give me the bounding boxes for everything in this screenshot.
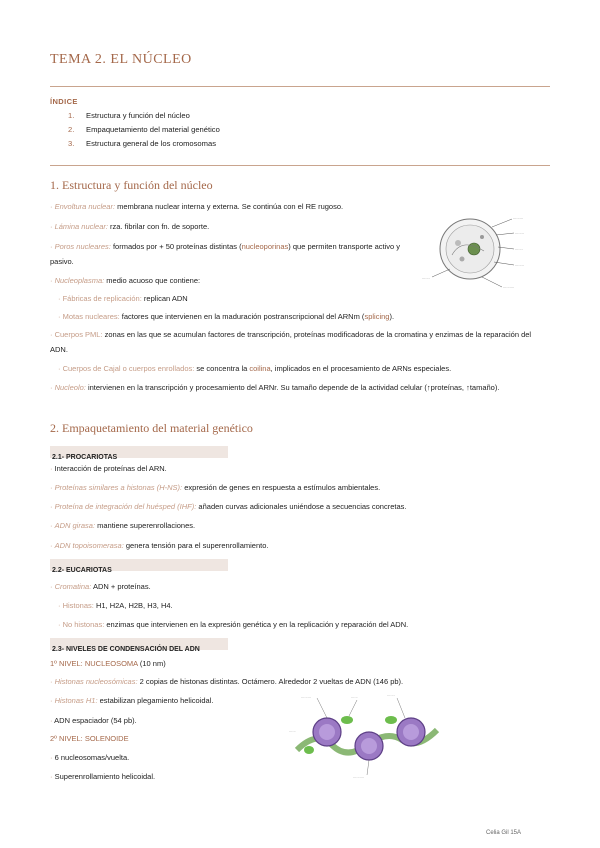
paragraph: · ADN espaciador (54 pb). [50, 716, 137, 725]
subsection-bar: 2.3- NIVELES DE CONDENSACIÓN DEL ADN [50, 638, 228, 650]
paragraph: · Lámina nuclear: rza. fibrilar con fn. de soporte. [50, 222, 210, 231]
index-heading: ÍNDICE [50, 97, 78, 106]
paragraph: · Nucleoplasma: medio acuoso que contiene: [50, 276, 201, 285]
paragraph: · Histonas: H1, H2A, H2B, H3, H4. [58, 601, 173, 610]
paragraph: · Interacción de proteínas del ARN. [50, 464, 167, 473]
svg-text:.........: ......... [301, 694, 312, 699]
svg-text:......: ...... [351, 694, 358, 699]
index-item[interactable]: 2. Empaquetamiento del material genético [68, 125, 220, 134]
nucleosome-diagram [287, 690, 447, 780]
svg-text:..........: .......... [353, 774, 365, 779]
index-item[interactable]: 3. Estructura general de los cromosomas [68, 139, 216, 148]
paragraph: · Proteína de integración del huésped (IHF): añaden curvas adicionales uniéndose a secuencias concretas. [50, 502, 407, 511]
paragraph: · ADN girasa: mantiene superenrollaciones. [50, 521, 196, 530]
nucleus-diagram [422, 207, 552, 297]
svg-text:........: ........ [515, 230, 524, 235]
paragraph: · Proteínas similares a histonas (H-NS): expresión de genes en respuesta a estímulos ambientales. [50, 483, 381, 492]
paragraph: · No histonas: enzimas que intervienen en la expresión genética y en la replicación y reparación del ADN. [58, 620, 409, 629]
section-heading: 1. Estructura y función del núcleo [50, 178, 213, 192]
subsection-bar: 2.1- PROCARIOTAS [50, 446, 228, 458]
paragraph: · Histonas nucleosómicas: 2 copias de histonas distintas. Octámero. Alrededor 2 vueltas de ADN (146 pb). [50, 677, 404, 686]
svg-text:.......: ....... [387, 692, 395, 697]
footer-author: Celia Gil 15A [486, 830, 522, 836]
svg-text:.......: ....... [515, 246, 523, 251]
svg-text:.........: ......... [513, 215, 524, 220]
paragraph: · Histonas H1: estabilizan plegamiento helicoidal. [50, 696, 214, 705]
svg-text:.......: ....... [422, 275, 430, 280]
page-title: TEMA 2. EL NÚCLEO [50, 52, 192, 67]
index-divider [50, 165, 550, 166]
paragraph: · Envoltura nuclear: membrana nuclear interna y externa. Se continúa con el RE rugoso. [50, 202, 344, 211]
paragraph: · Cuerpos PML: zonas en las que se acumulan factores de transcripción, proteínas modificadoras de la cromatina y enzimas de la reparación del ADN. [50, 330, 532, 354]
section-heading: 2. Empaquetamiento del material genético [50, 421, 253, 435]
subsection-bar: 2.2- EUCARIOTAS [50, 559, 228, 571]
svg-text:..........: .......... [503, 284, 515, 289]
paragraph: · Fábricas de replicación: replican ADN [58, 294, 188, 303]
svg-text:......: ...... [289, 728, 296, 733]
paragraph: · Cuerpos de Cajal o cuerpos enrollados: se concentra la coilina, implicados en el procesamiento de ARNs especiales. [58, 364, 452, 373]
title-divider [50, 86, 550, 87]
level-heading: 1º NIVEL: NUCLEOSOMA (10 nm) [50, 659, 166, 668]
index-item[interactable]: 1. Estructura y función del núcleo [68, 111, 190, 120]
paragraph: · Superenrollamiento helicoidal. [50, 772, 156, 781]
paragraph: · Nucleolo: intervienen en la transcripción y procesamiento del ARNr. Su tamaño depende de la actividad celular (↑proteínas, ↑tamaño). [50, 383, 500, 392]
paragraph: · ADN topoisomerasa: genera tensión para el superenrollamiento. [50, 541, 269, 550]
level-heading: 2º NIVEL: SOLENOIDE [50, 734, 129, 743]
paragraph: · Poros nucleares: formados por + 50 proteínas distintas (nucleoporinas) que permiten transporte activo y pasivo. [50, 242, 401, 266]
paragraph: · Cromatina: ADN + proteínas. [50, 582, 151, 591]
paragraph: · 6 nucleosomas/vuelta. [50, 753, 130, 762]
svg-text:........: ........ [515, 262, 524, 267]
paragraph: · Motas nucleares: factores que intervienen en la maduración postranscripcional del ARNm (splicing). [58, 312, 395, 321]
